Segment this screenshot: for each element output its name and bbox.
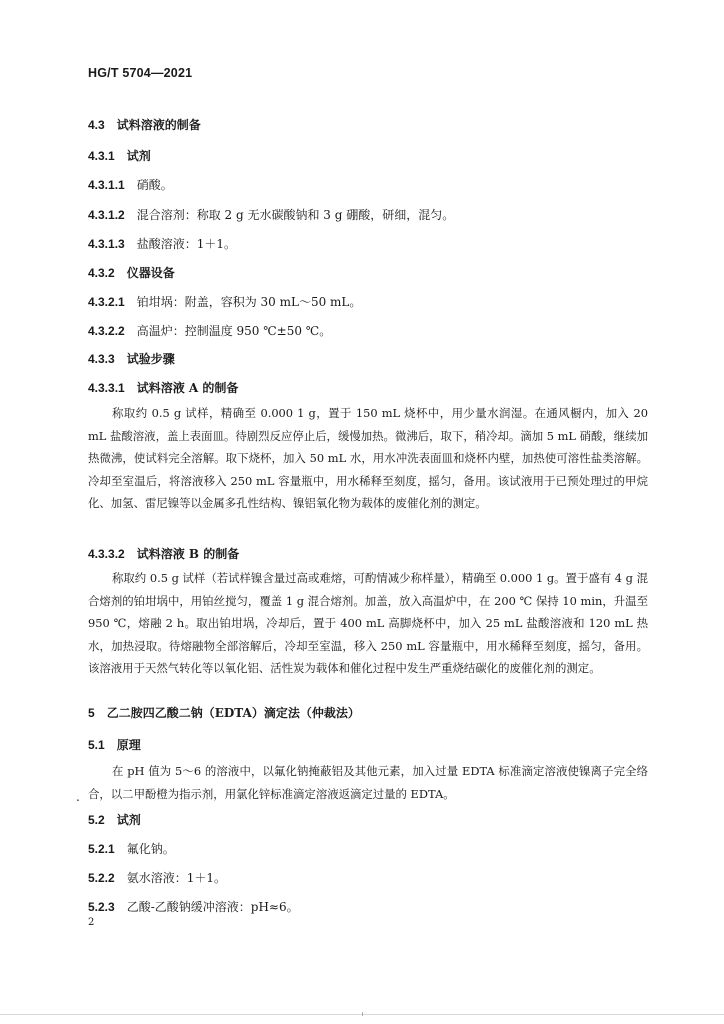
section-5: 5 乙二胺四乙酸二钠（EDTA）滴定法（仲裁法） bbox=[88, 706, 360, 720]
section-4-3-2-2: 4.3.2.2 高温炉：控制温度 950 ℃±50 ℃。 bbox=[88, 324, 332, 338]
section-5-2-1: 5.2.1 氟化钠。 bbox=[88, 842, 175, 856]
section-4-3-3-1: 4.3.3.1 试料溶液 A 的制备 bbox=[88, 381, 239, 395]
bottom-tick bbox=[362, 1012, 363, 1016]
paragraph-principle: 在 pH 值为 5～6 的溶液中，以氟化钠掩蔽铝及其他元素，加入过量 EDTA 标准滴定溶液使镍离子完全络合，以二甲酚橙为指示剂，用氯化锌标准滴定溶液返滴定过量的 EDTA。 bbox=[88, 764, 648, 801]
section-4-3-1-3: 4.3.1.3 盐酸溶液：1＋1。 bbox=[88, 237, 236, 251]
section-5-2: 5.2 试剂 bbox=[88, 813, 141, 827]
margin-mark: . bbox=[76, 790, 80, 804]
section-4-3-1-1: 4.3.1.1 硝酸。 bbox=[88, 178, 173, 192]
page-number: 2 bbox=[88, 917, 95, 928]
section-5-2-2: 5.2.2 氨水溶液：1＋1。 bbox=[88, 871, 226, 885]
paragraph-solution-b: 称取约 0.5 g 试样（若试样镍含量过高或难熔，可酌情减少称样量），精确至 0.000 1 g。置于盛有 4 g 混合熔剂的铂坩埚中，用铂丝搅匀，覆盖 1 g 混合熔剂。加盖，放入高温炉中，在 200 ℃ 保持 10 min，升温至 950 ℃，熔融 2 h。取出铂坩埚，冷却后，置于 400 mL 高脚烧杯中，加入 25 mL 盐酸溶液和 120 mL 热水，加热浸取。待熔融物全部溶解后，冷却至室温，移入 250 mL 容量瓶中，用水稀释至刻度，摇匀，备用。该溶液用于天然气转化等以氧化铝、活性炭为载体和催化过程中发生严重烧结碳化的废催化剂的测定。 bbox=[88, 571, 648, 675]
section-4-3-1: 4.3.1 试剂 bbox=[88, 149, 151, 163]
standard-code-header: HG/T 5704—2021 bbox=[88, 66, 193, 80]
section-4-3-3: 4.3.3 试验步骤 bbox=[88, 352, 175, 366]
section-4-3-1-2: 4.3.1.2 混合溶剂：称取 2 g 无水碳酸钠和 3 g 硼酸，研细，混匀。 bbox=[88, 208, 455, 222]
section-4-3-2: 4.3.2 仪器设备 bbox=[88, 266, 175, 280]
section-5-1: 5.1 原理 bbox=[88, 738, 141, 752]
section-5-2-3: 5.2.3 乙酸-乙酸钠缓冲溶液：pH≈6。 bbox=[88, 900, 299, 914]
section-4-3: 4.3 试料溶液的制备 bbox=[88, 118, 201, 132]
section-4-3-2-1: 4.3.2.1 铂坩埚：附盖，容积为 30 mL～50 mL。 bbox=[88, 295, 362, 309]
section-4-3-3-2: 4.3.3.2 试料溶液 B 的制备 bbox=[88, 547, 240, 561]
paragraph-solution-a: 称取约 0.5 g 试样，精确至 0.000 1 g，置于 150 mL 烧杯中，用少量水润湿。在通风橱内，加入 20 mL 盐酸溶液，盖上表面皿。待剧烈反应停止后，缓慢加热。微沸后，取下，稍冷却。滴加 5 mL 硝酸，继续加热微沸，使试料完全溶解。取下烧杯，加入 50 mL 水，用水冲洗表面皿和烧杯内壁，加热使可溶性盐类溶解。冷却至室温后，将溶液移入 250 mL 容量瓶中，用水稀释至刻度，摇匀，备用。该试液用于已预处理过的甲烷化、加氢、雷尼镍等以金属多孔性结构、镍铝氧化物为载体的废催化剂的测定。 bbox=[88, 406, 648, 510]
